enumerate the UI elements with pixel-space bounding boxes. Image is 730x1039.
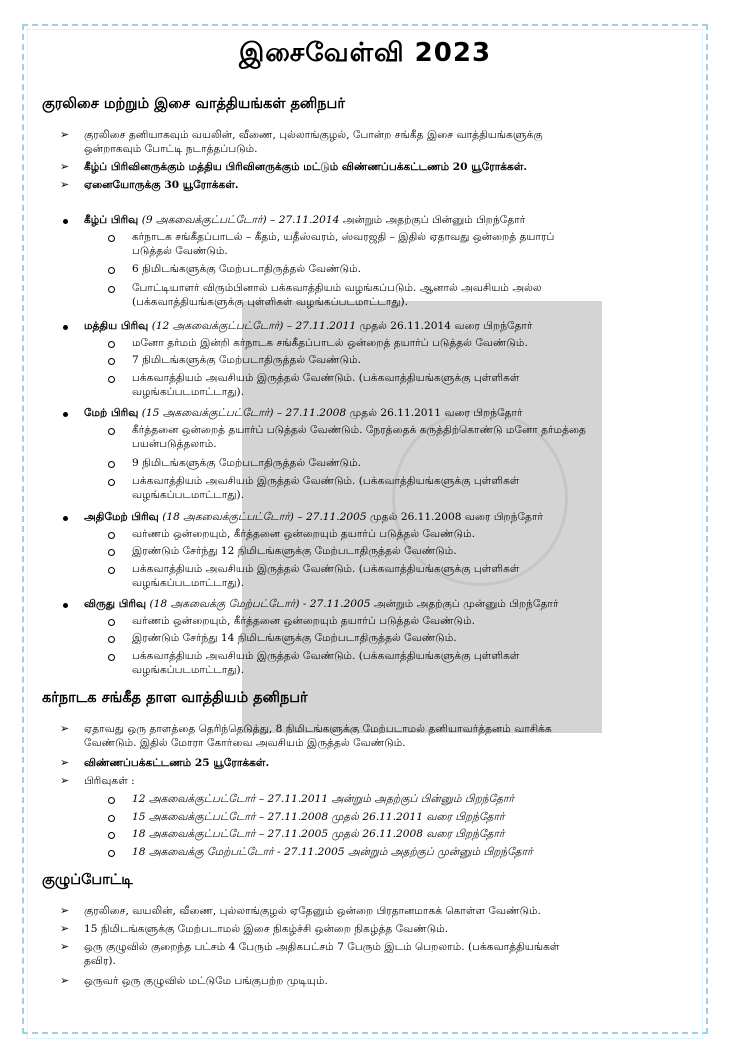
bullet-text: ஏதாவது ஒரு தாளத்தை தெரிந்தெடுத்து, 8 நிமிடங்களுக்கு மேற்படாமல் தனியாவர்த்தனம் வாசிக்க (84, 723, 552, 735)
division-lower: கீழ்ப் பிரிவு (9 அகவைக்குட்பட்டோர்) – 27.11.2014 அன்றும் அதற்குப் பின்னும் பிறந்தோர் (84, 214, 526, 226)
page-title: இசைவேள்வி 2023 (238, 38, 492, 68)
division-item-cont: வழங்கப்படமாட்டாது). (132, 664, 245, 676)
dot-bullet-icon (63, 219, 68, 224)
circle-bullet-icon (108, 797, 115, 804)
division-item-cont: பயன்படுத்தலாம். (132, 438, 217, 450)
division-senior: அதிமேற் பிரிவு (18 அகவைக்குட்பட்டோர்) – 27.11.2005 முதல் 26.11.2008 வரை பிறந்தோர் (84, 511, 544, 523)
arrow-bullet-icon: ➢ (60, 940, 70, 953)
arrow-bullet-icon: ➢ (60, 128, 70, 141)
circle-bullet-icon (108, 567, 115, 574)
arrow-bullet-icon: ➢ (60, 178, 70, 191)
division-item: வர்ணம் ஒன்றையும், கீர்த்தனை ஒன்றையும் தயார்ப் படுத்தல் வேண்டும். (132, 615, 476, 627)
division-item: இரண்டும் சேர்ந்து 14 நிமிடங்களுக்கு மேற்படாதிருத்தல் வேண்டும். (132, 632, 457, 644)
arrow-bullet-icon: ➢ (60, 160, 70, 173)
dot-bullet-icon (63, 412, 68, 417)
arrow-bullet-icon: ➢ (60, 974, 70, 987)
circle-bullet-icon (108, 286, 115, 293)
division-item: 6 நிமிடங்களுக்கு மேற்படாதிருத்தல் வேண்டும். (132, 263, 362, 275)
division-item: கர்நாடக சங்கீதப்பாடல் – கீதம், யதீஸ்வரம், ஸ்வரஜதி – இதில் ஏதாவது ஒன்றைத் தயாரப் (132, 231, 555, 243)
division-item: இரண்டும் சேர்ந்து 12 நிமிடங்களுக்கு மேற்படாதிருத்தல் வேண்டும். (132, 545, 457, 557)
circle-bullet-icon (108, 341, 115, 348)
arrow-bullet-icon: ➢ (60, 904, 70, 917)
division-item: பக்கவாத்தியம் அவசியம் இருத்தல் வேண்டும். (பக்கவாத்தியங்களுக்கு புள்ளிகள் (132, 563, 520, 575)
division-item: பக்கவாத்தியம் அவசியம் இருத்தல் வேண்டும். (பக்கவாத்தியங்களுக்கு புள்ளிகள் (132, 650, 520, 662)
fee-text-others: ஏனையோருக்கு 30 யூரோக்கள். (84, 179, 239, 191)
circle-bullet-icon (108, 832, 115, 839)
division-item-cont: வழங்கப்படமாட்டாது). (132, 386, 245, 398)
fee-text: விண்ணப்பக்கட்டணம் 25 யூரோக்கள். (84, 757, 270, 769)
circle-bullet-icon (108, 376, 115, 383)
circle-bullet-icon (108, 358, 115, 365)
division-item: 7 நிமிடங்களுக்கு மேற்படாதிருத்தல் வேண்டும். (132, 354, 362, 366)
division-item: 18 அகவைக்குட்பட்டோர் – 27.11.2005 முதல் 26.11.2008 வரை பிறந்தோர் (132, 828, 505, 840)
division-item: வர்ணம் ஒன்றையும், கீர்த்தனை ஒன்றையும் தயார்ப் படுத்தல் வேண்டும். (132, 528, 476, 540)
division-award: விருது பிரிவு (18 அகவைக்கு மேற்பட்டோர்) - 27.11.2005 அன்றும் அதற்குப் முன்னும் பிறந்தோர் (84, 598, 559, 610)
circle-bullet-icon (108, 636, 115, 643)
circle-bullet-icon (108, 461, 115, 468)
division-item-cont: வழங்கப்படமாட்டாது). (132, 489, 245, 501)
arrow-bullet-icon: ➢ (60, 756, 70, 769)
division-item: பக்கவாத்தியம் அவசியம் இருத்தல் வேண்டும். (பக்கவாத்தியங்களுக்கு புள்ளிகள் (132, 475, 520, 487)
circle-bullet-icon (108, 235, 115, 242)
dot-bullet-icon (63, 325, 68, 330)
bullet-text: ஒருவர் ஒரு குழுவில் மட்டுமே பங்குபற்ற முடியும். (84, 975, 328, 987)
circle-bullet-icon (108, 479, 115, 486)
division-item: 15 அகவைக்குட்பட்டோர் – 27.11.2008 முதல் 26.11.2011 வரை பிறந்தோர் (132, 811, 505, 823)
division-item: போட்டியாளர் விரும்பினால் பக்கவாத்தியம் வழங்கப்படும். ஆனால் அவசியம் அல்ல (132, 282, 542, 294)
division-middle: மத்திய பிரிவு (12 அகவைக்குட்பட்டோர்) – 27.11.2011 முதல் 26.11.2014 வரை பிறந்தோர் (84, 320, 533, 332)
circle-bullet-icon (108, 815, 115, 822)
circle-bullet-icon (108, 619, 115, 626)
bullet-text: குரலிசை தனியாகவும் வயலின், வீணை, புல்லாங்குழல், போன்ற சங்கீத இசை வாத்தியங்களுக்கு (84, 129, 543, 141)
division-item-cont: வழங்கப்படமாட்டாது). (132, 577, 245, 589)
bullet-text-cont: ஒன்றாகவும் போட்டி நடாத்தப்படும். (84, 143, 258, 155)
division-item: 18 அகவைக்கு மேற்பட்டோர் - 27.11.2005 அன்றும் அதற்குப் முன்னும் பிறந்தோர் (132, 846, 533, 858)
bullet-text-cont: வேண்டும். இதில் மோரா கோர்வை அவசியம் இருத்தல் வேண்டும். (84, 737, 406, 749)
section-heading-vocal-instrumental: குரலிசை மற்றும் இசை வாத்தியங்கள் தனிநபர் (42, 96, 345, 112)
division-item-cont: படுத்தல் வேண்டும். (132, 245, 228, 257)
circle-bullet-icon (108, 532, 115, 539)
division-item: 9 நிமிடங்களுக்கு மேற்படாதிருத்தல் வேண்டும். (132, 457, 362, 469)
division-upper: மேற் பிரிவு (15 அகவைக்குட்பட்டோர்) – 27.11.2008 முதல் 26.11.2011 வரை பிறந்தோர் (84, 407, 523, 419)
division-item: பக்கவாத்தியம் அவசியம் இருத்தல் வேண்டும். (பக்கவாத்தியங்களுக்கு புள்ளிகள் (132, 372, 520, 384)
arrow-bullet-icon: ➢ (60, 922, 70, 935)
dot-bullet-icon (63, 516, 68, 521)
section-heading-group: குழுப்போட்டி (42, 872, 133, 888)
bullet-text: 15 நிமிடங்களுக்கு மேற்படாமல் இசை நிகழ்ச்சி ஒன்றை நிகழ்த்த வேண்டும். (84, 923, 449, 935)
circle-bullet-icon (108, 267, 115, 274)
fee-text: கீழ்ப் பிரிவினருக்கும் மத்திய பிரிவினருக்கும் மட்டும் விண்ணப்பக்கட்டணம் 20 யூரோக்கள். (84, 161, 528, 173)
bullet-text: குரலிசை, வயலின், வீணை, புல்லாங்குழல் ஏதேனும் ஒன்றை பிரதானமாகக் கொள்ள வேண்டும். (84, 905, 541, 917)
circle-bullet-icon (108, 549, 115, 556)
section-heading-percussion: கர்நாடக சங்கீத தாள வாத்தியம் தனிநபர் (42, 690, 308, 706)
division-item: கீர்த்தனை ஒன்றைத் தயார்ப் படுத்தல் வேண்டும். நேரத்தைக் கருத்திற்கொண்டு மனோ தர்மத்தை (132, 424, 586, 436)
arrow-bullet-icon: ➢ (60, 722, 70, 735)
division-item-cont: (பக்கவாத்தியங்களுக்கு புள்ளிகள் வழங்கப்படமாட்டாது). (132, 296, 409, 308)
bullet-text: ஒரு குழுவில் குறைந்த பட்சம் 4 பேரும் அதிகபட்சம் 7 பேரும் இடம் பெறலாம். (பக்கவாத்தியங்கள் (84, 941, 560, 953)
circle-bullet-icon (108, 654, 115, 661)
circle-bullet-icon (108, 428, 115, 435)
arrow-bullet-icon: ➢ (60, 774, 70, 787)
division-item: மனோ தர்மம் இன்றி கர்நாடக சங்கீதப்பாடல் ஒன்றைத் தயார்ப் படுத்தல் வேண்டும். (132, 337, 528, 349)
divisions-label: பிரிவுகள் : (84, 775, 135, 787)
division-item: 12 அகவைக்குட்பட்டோர் – 27.11.2011 அன்றும் அதற்குப் பின்னும் பிறந்தோர் (132, 793, 515, 805)
dot-bullet-icon (63, 603, 68, 608)
bullet-text-cont: தவிர). (84, 955, 116, 967)
circle-bullet-icon (108, 850, 115, 857)
